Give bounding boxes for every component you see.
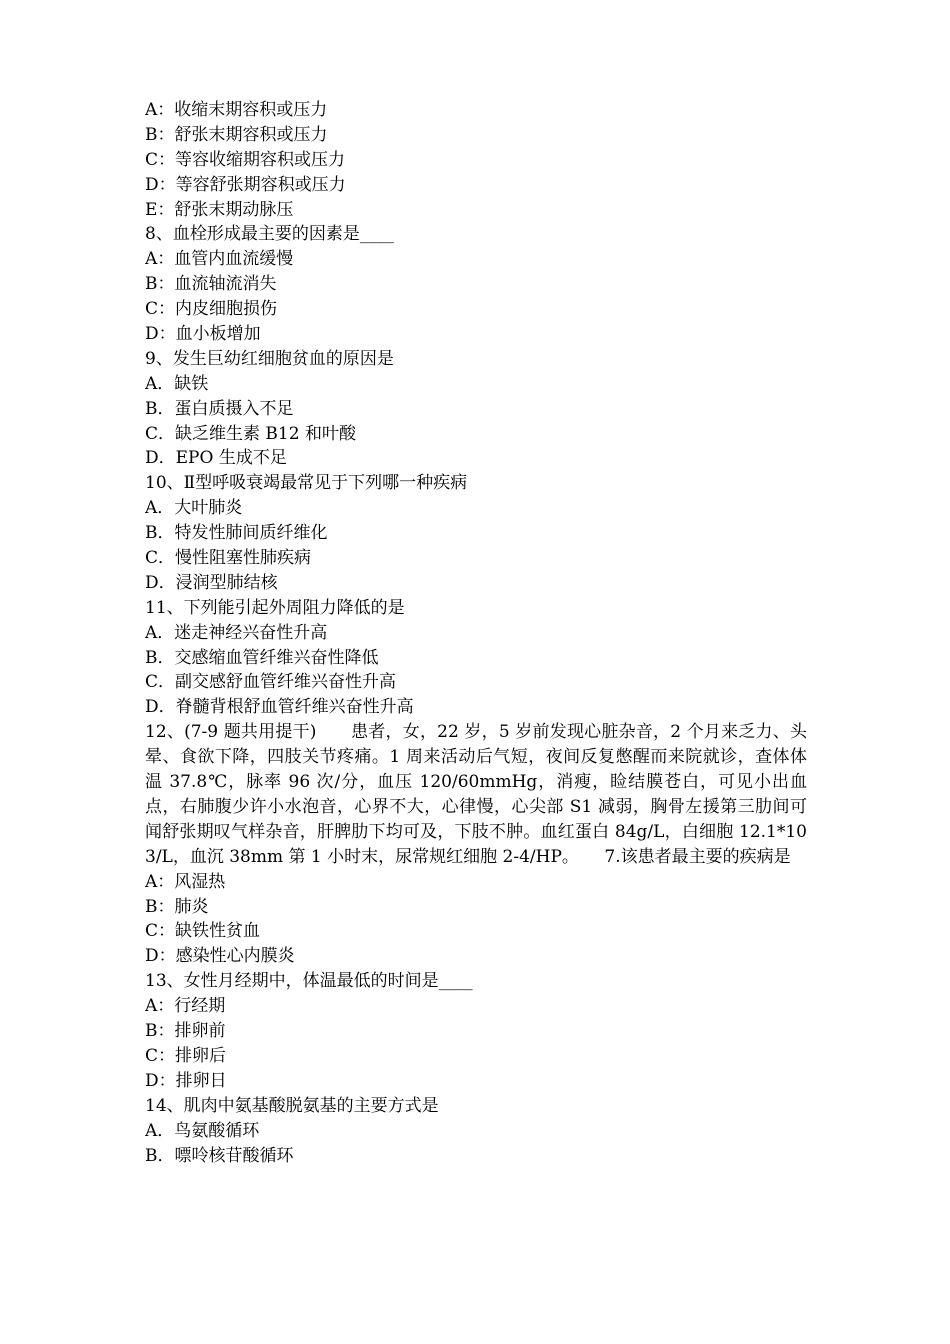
text-line: D．脊髓背根舒血管纤维兴奋性升高	[145, 697, 414, 718]
question-block-top	[145, 98, 807, 720]
text-line: A：收缩末期容积或压力	[145, 100, 328, 120]
document-page	[145, 98, 807, 1168]
text-line: C：缺铁性贫血	[145, 921, 261, 942]
text-line: B．嘌呤核苷酸循环	[145, 1145, 294, 1166]
question-block-bottom	[145, 870, 807, 1169]
question-9: 9、发生巨幼红细胞贫血的原因是	[145, 348, 394, 369]
text-line: B：肺炎	[145, 896, 209, 917]
text-line: D．EPO 生成不足	[145, 448, 287, 469]
text-line: D：等容舒张期容积或压力	[145, 174, 346, 195]
text-line: C．慢性阻塞性肺疾病	[145, 548, 312, 569]
text-line: A．鸟氨酸循环	[145, 1120, 260, 1141]
question-8: 8、血栓形成最主要的因素是____	[145, 224, 394, 245]
question-14: 14、肌肉中氨基酸脱氨基的主要方式是	[145, 1095, 439, 1116]
text-line: C：内皮细胞损伤	[145, 299, 278, 320]
text-line: A．缺铁	[145, 373, 209, 394]
text-line: A：行经期	[145, 996, 226, 1017]
question-11: 11、下列能引起外周阻力降低的是	[145, 597, 405, 618]
text-line: E：舒张末期动脉压	[145, 199, 294, 220]
text-line: A．迷走神经兴奋性升高	[145, 622, 328, 643]
text-line: C．缺乏维生素 B12 和叶酸	[145, 423, 356, 444]
text-line: C：等容收缩期容积或压力	[145, 149, 346, 170]
text-line: C：排卵后	[145, 1045, 227, 1066]
text-line: B：舒张末期容积或压力	[145, 124, 328, 145]
text-line: B．交感缩血管纤维兴奋性降低	[145, 647, 379, 668]
question-13: 13、女性月经期中，体温最低的时间是____	[145, 971, 473, 992]
text-line: A：风湿热	[145, 871, 226, 892]
text-line: D．浸润型肺结核	[145, 572, 278, 593]
text-line: D：排卵日	[145, 1070, 227, 1091]
text-line: B：血流轴流消失	[145, 274, 277, 295]
text-line: D：血小板增加	[145, 324, 261, 345]
question-12-paragraph: 12、(7-9 题共用提干) 患者，女，22 岁，5 岁前发现心脏杂音，2 个月来乏力、头晕、食欲下降，四肢关节疼痛。1 周来活动后气短，夜间反复憋醒而来院就诊，查体体温 37.8℃，脉率 96 次/分，血压 120/60mmHg，消瘦，睑结膜苍白，可见小出血点，右肺腹少许小水泡音，心界不大，心律慢，心尖部 S1 减弱，胸骨左援第三肋间可闻舒张期叹气样杂音，肝脾肋下均可及，下肢不肿。血红蛋白 84g/L，白细胞 12.1*103/L，血沉 38mm 第 1 小时末，尿常规红细胞 2-4/HP。 7.该患者最主要的疾病是	[145, 722, 807, 867]
text-line: A：血管内血流缓慢	[145, 249, 294, 270]
question-10: 10、Ⅱ型呼吸衰竭最常见于下列哪一种疾病	[145, 473, 468, 494]
text-line: C．副交感舒血管纤维兴奋性升高	[145, 672, 397, 693]
text-line: D：感染性心内膜炎	[145, 946, 295, 967]
text-line: B：排卵前	[145, 1021, 226, 1042]
text-line: B．蛋白质摄入不足	[145, 398, 294, 419]
text-line: A．大叶肺炎	[145, 498, 243, 519]
text-line: B．特发性肺间质纤维化	[145, 523, 328, 544]
